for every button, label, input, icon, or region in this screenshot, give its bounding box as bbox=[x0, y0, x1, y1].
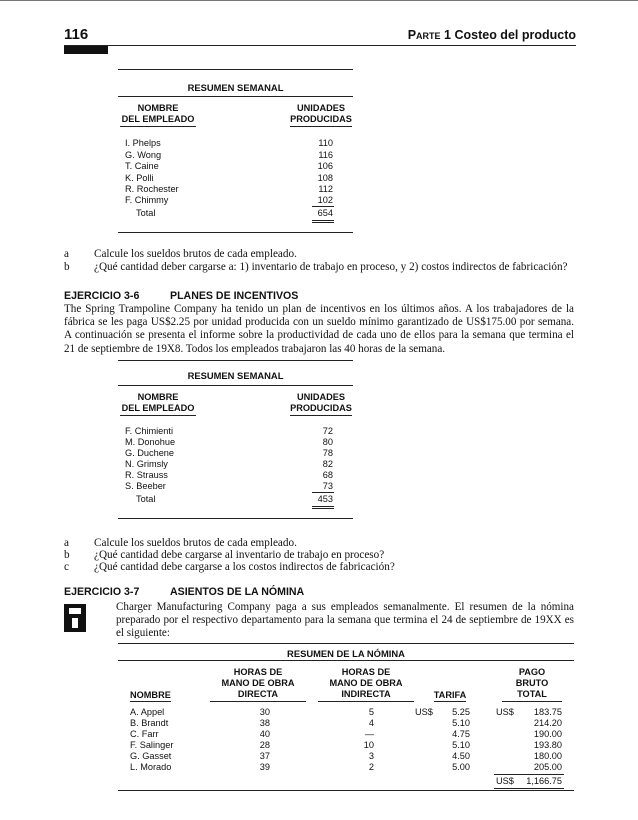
question-b: b ¿Qué cantidad debe cargarse al inventario de trabajo en proceso? bbox=[64, 549, 385, 561]
double-rule bbox=[312, 508, 334, 509]
table-rule bbox=[118, 69, 353, 70]
table-row: L. Morado 39 2 5.00 205.00 bbox=[130, 762, 562, 772]
column-header-direct-hours: HORAS DE MANO DE OBRA DIRECTA bbox=[210, 667, 306, 702]
table-row: B. Brandt 38 4 5.10 214.20 bbox=[130, 718, 562, 728]
table-rule bbox=[118, 385, 353, 386]
header-rule bbox=[64, 45, 576, 46]
running-header bbox=[408, 28, 576, 42]
column-header-units: UNIDADES PRODUCIDAS bbox=[290, 103, 352, 127]
exercise-number: EJERCICIO 3-7 bbox=[64, 586, 140, 598]
double-rule bbox=[312, 220, 334, 221]
table-row: G. Wong 116 bbox=[125, 150, 333, 160]
top-border bbox=[0, 0, 638, 1]
part-label: Parte bbox=[407, 28, 441, 42]
double-rule bbox=[312, 506, 334, 507]
sum-rule bbox=[312, 206, 334, 207]
table-rule bbox=[118, 643, 574, 644]
column-header-indirect-hours: HORAS DE MANO DE OBRA INDIRECTA bbox=[318, 667, 414, 702]
column-header-name: NOMBRE DEL EMPLEADO bbox=[120, 103, 196, 127]
table-row: C. Farr 40 — 4.75 190.00 bbox=[130, 729, 562, 739]
table-title: RESUMEN SEMANAL bbox=[187, 82, 284, 93]
column-header-name: NOMBRE bbox=[130, 690, 171, 700]
table-rule bbox=[118, 660, 574, 661]
question-c: c ¿Qué cantidad debe cargarse a los costos indirectos de fabricación? bbox=[64, 561, 395, 573]
header-block bbox=[64, 46, 108, 54]
currency-label: US$ bbox=[496, 776, 514, 786]
exercise-paragraph: The Spring Trampoline Company ha tenido un plan de incentivos en los últimos años. A los trabajadores de la fábrica se les paga US$2.25 por unidad producida con un sueldo mínimo garantizado de US$175.00 por semana. A continuación se presenta el informe sobre la productividad de cada uno de ellos para la semana que termina el 21 de septiembre de 19X8. Todos los empleados trabajaron las 40 horas de la semana. bbox=[64, 303, 574, 355]
table-title: RESUMEN DE LA NÓMINA bbox=[287, 648, 405, 659]
table-row: F. Chimmy 102 bbox=[125, 195, 333, 205]
question-a: a Calcule los sueldos brutos de cada empleado. bbox=[64, 248, 297, 260]
table-rule bbox=[118, 360, 353, 361]
page-number: 116 bbox=[64, 26, 89, 43]
question-b: b ¿Qué cantidad deber cargarse a: 1) inventario de trabajo en proceso, y 2) costos indirectos de fabricación? bbox=[64, 261, 568, 273]
total-label: Total bbox=[136, 494, 156, 504]
floppy-disk-icon bbox=[64, 604, 86, 632]
double-rule bbox=[494, 788, 564, 789]
exercise-title: PLANES DE INCENTIVOS bbox=[170, 290, 299, 302]
table-row: I. Phelps 110 bbox=[125, 138, 333, 148]
column-header-gross-pay: PAGO BRUTO TOTAL bbox=[502, 667, 562, 702]
column-header-units: UNIDADES PRODUCIDAS bbox=[290, 392, 352, 416]
exercise-paragraph: Charger Manufacturing Company paga a sus empleados semanalmente. El resumen de la nómina preparado por el respectivo departamento para la semana que termina el 24 de septiembre de 19XX es el siguiente: bbox=[116, 601, 574, 640]
total-gross-pay: 1,166.75 bbox=[526, 776, 562, 786]
table-row: G. Gasset 37 3 4.50 180.00 bbox=[130, 751, 562, 761]
table-row: F. Chimienti 72 bbox=[125, 426, 333, 436]
sum-rule bbox=[312, 492, 334, 493]
table-row: S. Beeber 73 bbox=[125, 481, 333, 491]
table-row: G. Duchene 78 bbox=[125, 448, 333, 458]
exercise-number: EJERCICIO 3-6 bbox=[64, 290, 140, 302]
table-row: K. Polli 108 bbox=[125, 173, 333, 183]
exercise-title: ASIENTOS DE LA NÓMINA bbox=[170, 586, 305, 598]
table-row: N. Grimsly 82 bbox=[125, 459, 333, 469]
table-title: RESUMEN SEMANAL bbox=[187, 370, 284, 381]
currency-label: US$ bbox=[415, 707, 433, 717]
part-title: 1 Costeo del producto bbox=[444, 28, 576, 42]
table-row: R. Strauss 68 bbox=[125, 470, 333, 480]
table-row: F. Salinger 28 10 5.10 193.80 bbox=[130, 740, 562, 750]
currency-label: US$ bbox=[496, 707, 514, 717]
table-rule bbox=[118, 518, 353, 519]
sum-rule bbox=[494, 774, 564, 775]
double-rule bbox=[312, 222, 334, 223]
column-header-name: NOMBRE DEL EMPLEADO bbox=[120, 392, 196, 416]
table-row: T. Caine 106 bbox=[125, 161, 333, 171]
table-rule bbox=[118, 790, 574, 791]
total-value: 654 bbox=[317, 208, 333, 218]
table-rule bbox=[118, 96, 353, 97]
table-row: A. Appel 30 5 US$ 5.25 US$ 183.75 bbox=[130, 707, 562, 717]
column-header-rate: TARIFA bbox=[433, 690, 467, 700]
total-value: 453 bbox=[317, 494, 333, 504]
table-row: M. Donohue 80 bbox=[125, 437, 333, 447]
total-label: Total bbox=[136, 208, 156, 218]
table-rule bbox=[118, 232, 353, 233]
table-row: R. Rochester 112 bbox=[125, 184, 333, 194]
question-a: a Calcule los sueldos brutos de cada empleado. bbox=[64, 537, 297, 549]
